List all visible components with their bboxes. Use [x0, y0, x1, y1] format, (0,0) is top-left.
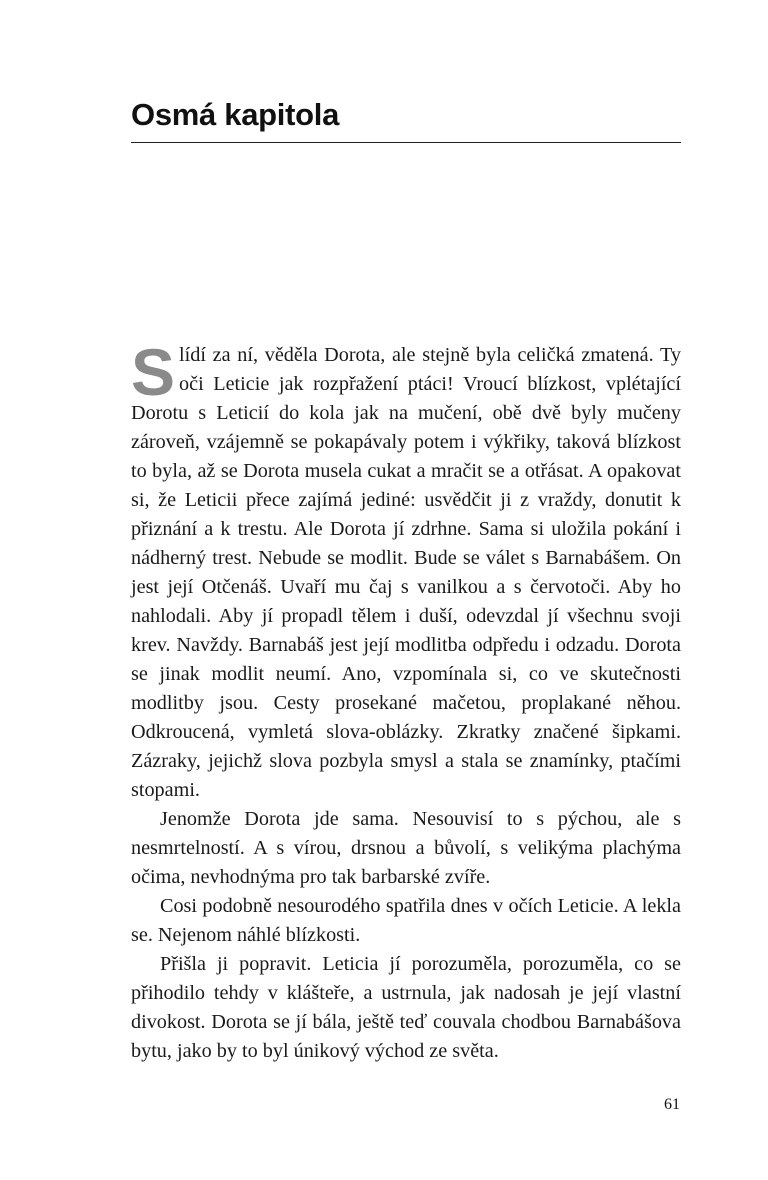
paragraph-2: Jenomže Dorota jde sama. Nesouvisí to s pýchou, ale s nesmrtelností. A s vírou, drsnou a bůvolí, s velikýma plachýma očima, nevhodnýma pro tak barbarské zvíře.: [131, 808, 681, 888]
chapter-title: Osmá kapitola: [131, 97, 340, 132]
paragraph-4: Přišla ji popravit. Leticia jí porozuměla, porozuměla, co se přihodilo tehdy v klášteře, a ustrnula, jak nadosah je její vlastní divokost. Dorota se jí bála, ještě teď couvala chodbou Barnabášova bytu, jako by to byl únikový východ ze světa.: [131, 953, 681, 1062]
chapter-body: [131, 335, 681, 1066]
paragraph-1: [131, 335, 681, 805]
title-divider: [131, 142, 681, 143]
drop-cap: S: [131, 335, 176, 409]
paragraph-3: Cosi podobně nesourodého spatřila dnes v očích Leticie. A lekla se. Nejenom náhlé blízkosti.: [131, 895, 681, 946]
paragraph-1-text: lídí za ní, věděla Dorota, ale stejně byla celičká zmatená. Ty oči Leticie jak rozpřažení ptáci! Vroucí blízkost, vplétající Dorotu s Leticií do kola jak na mučení, obě dvě byly mučeny zároveň, vzájemně se pokapávaly potem i výkřiky, taková blízkost to byla, až se Dorota musela cukat a mračit se a otřásat. A opakovat si, že Leticii přece zajímá jediné: usvědčit ji z vraždy, donutit k přiznání a k trestu. Ale Dorota jí zdrhne. Sama si uložila pokání i nádherný trest. Nebude se modlit. Bude se válet s Barnabášem. On jest její Otčenáš. Uvaří mu čaj s vanilkou a s červotoči. Aby ho nahlodali. Aby jí propadl tělem i duší, odevzdal jí všechnu svoji krev. Navždy. Barnabáš jest její modlitba odpředu i odzadu. Dorota se jinak modlit neumí. Ano, vzpomínala si, co ve skutečnosti modlitby jsou. Cesty prosekané mačetou, proplakané něhou. Odkroucená, vymletá slova-oblázky. Zkratky značené šipkami. Zázraky, jejichž slova pozbyla smysl a stala se znamínky, ptačími stopami.: [131, 344, 681, 801]
page-number: 61: [664, 1096, 680, 1113]
